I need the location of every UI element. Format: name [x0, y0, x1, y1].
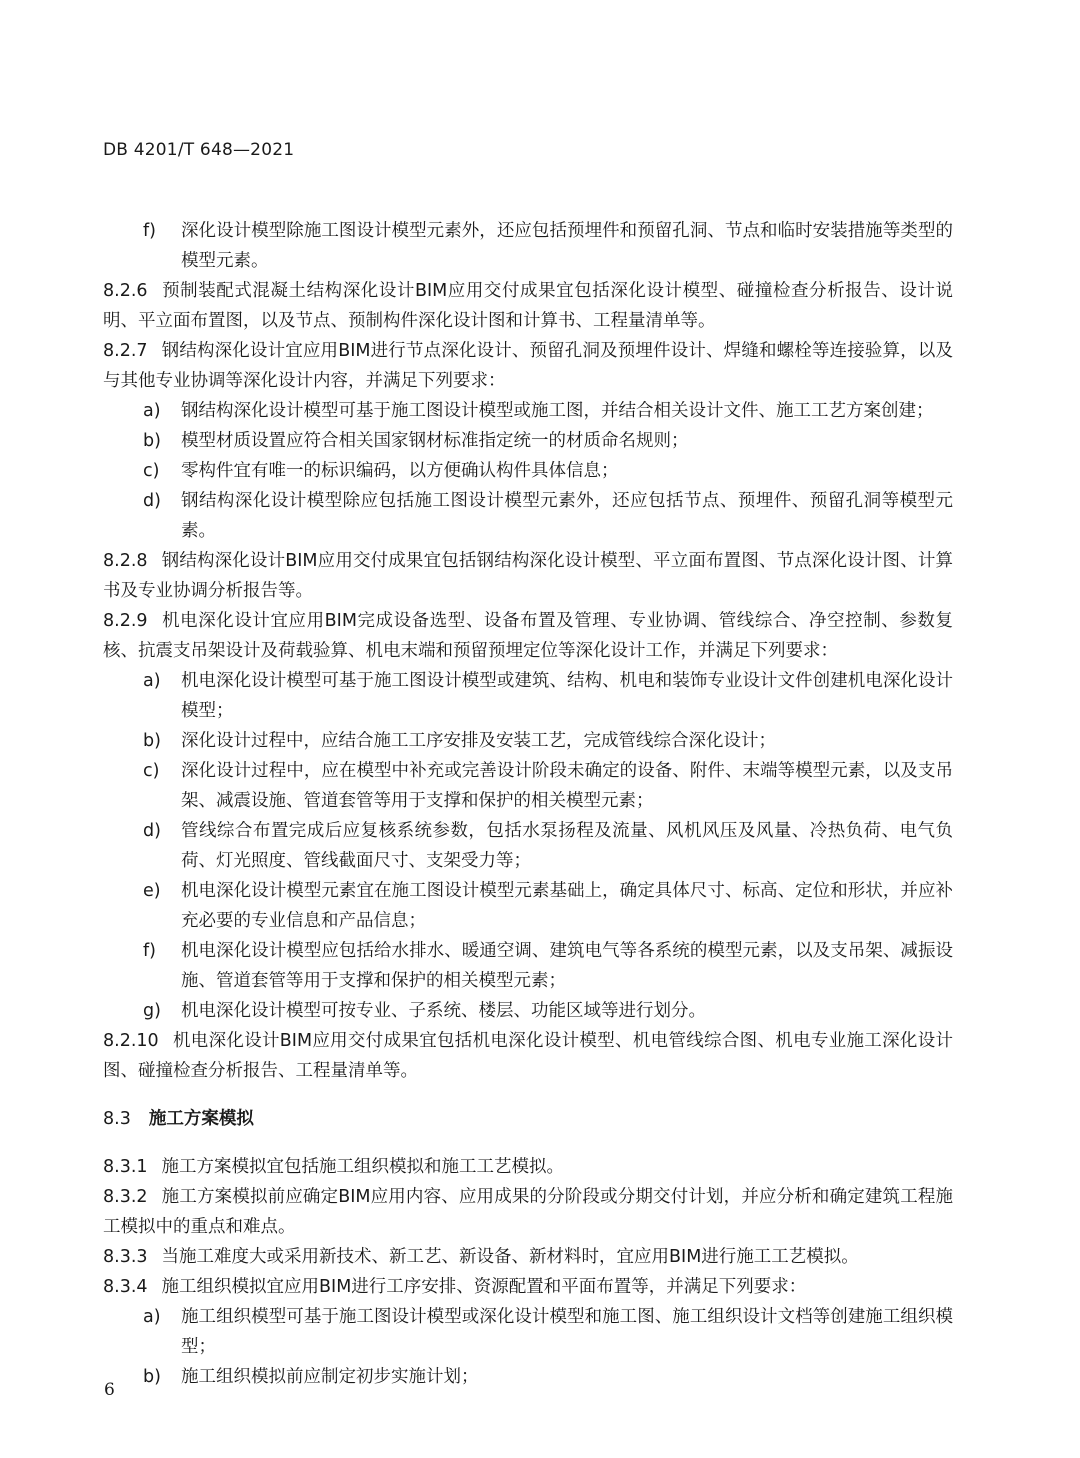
- list-item-marker: b): [143, 731, 161, 751]
- list-item-text: 管线综合布置完成后应复核系统参数，包括水泵扬程及流量、风机风压及风量、冷热负荷、电气负荷、灯光照度、管线截面尺寸、支架受力等；: [181, 821, 953, 871]
- list-item-marker: c): [143, 761, 160, 781]
- list-item-text: 深化设计过程中，应结合施工工序安排及安装工艺，完成管线综合深化设计；: [181, 731, 776, 751]
- clause-number: 8.3.2: [103, 1187, 148, 1207]
- section-number: 8.3: [103, 1109, 131, 1129]
- clause-number: 8.3.1: [103, 1157, 148, 1177]
- clause-number: 8.2.10: [103, 1031, 159, 1051]
- list-item: [103, 936, 953, 996]
- list-item-text: 施工组织模拟前应制定初步实施计划；: [181, 1367, 479, 1387]
- list-item-marker: b): [143, 1367, 161, 1387]
- list-item: [103, 996, 953, 1026]
- clause-number: 8.3.4: [103, 1277, 148, 1297]
- list-item-marker: a): [143, 401, 161, 421]
- clause: [103, 336, 953, 396]
- clause-number: 8.2.7: [103, 341, 148, 361]
- list-item: [103, 726, 953, 756]
- list-item-marker: d): [143, 491, 161, 511]
- list-item-text: 零构件宜有唯一的标识编码，以方便确认构件具体信息；: [181, 461, 619, 481]
- list-item-text: 机电深化设计模型应包括给水排水、暖通空调、建筑电气等各系统的模型元素，以及支吊架、减振设施、管道套管等用于支撑和保护的相关模型元素；: [181, 941, 953, 991]
- section-title: 施工方案模拟: [148, 1109, 254, 1129]
- clause-text: 机电深化设计BIM应用交付成果宜包括机电深化设计模型、机电管线综合图、机电专业施工深化设计图、碰撞检查分析报告、工程量清单等。: [103, 1031, 953, 1081]
- list-item-text: 机电深化设计模型元素宜在施工图设计模型元素基础上，确定具体尺寸、标高、定位和形状，并应补充必要的专业信息和产品信息；: [181, 881, 953, 931]
- list-item-text: 机电深化设计模型可按专业、子系统、楼层、功能区域等进行划分。: [181, 1001, 706, 1021]
- clause-number: 8.2.9: [103, 611, 148, 631]
- list-item-text: 深化设计模型除施工图设计模型元素外，还应包括预埋件和预留孔洞、节点和临时安装措施等类型的模型元素。: [181, 221, 953, 271]
- clause: [103, 546, 953, 606]
- clause: [103, 1242, 953, 1272]
- clause-text: 施工组织模拟宜应用BIM进行工序安排、资源配置和平面布置等，并满足下列要求：: [161, 1277, 807, 1297]
- clause: [103, 276, 953, 336]
- list-item: [103, 216, 953, 276]
- list-item-text: 施工组织模型可基于施工图设计模型或深化设计模型和施工图、施工组织设计文档等创建施工组织模型；: [181, 1307, 953, 1357]
- list-item-marker: c): [143, 461, 160, 481]
- list-item: [103, 426, 953, 456]
- list-item: [103, 456, 953, 486]
- list-item-text: 机电深化设计模型可基于施工图设计模型或建筑、结构、机电和装饰专业设计文件创建机电深化设计模型；: [181, 671, 953, 721]
- list-item: [103, 1362, 953, 1392]
- list-item: [103, 486, 953, 546]
- clause-text: 施工方案模拟宜包括施工组织模拟和施工工艺模拟。: [161, 1157, 565, 1177]
- list-item-text: 模型材质设置应符合相关国家钢材标准指定统一的材质命名规则；: [181, 431, 689, 451]
- list-item-text: 深化设计过程中，应在模型中补充或完善设计阶段未确定的设备、附件、末端等模型元素，以及支吊架、减震设施、管道套管等用于支撑和保护的相关模型元素；: [181, 761, 953, 811]
- section-heading: [103, 1104, 953, 1134]
- list-item: [103, 396, 953, 426]
- list-item-marker: e): [143, 881, 161, 901]
- clause-number: 8.2.8: [103, 551, 148, 571]
- page-number: 6: [104, 1380, 115, 1400]
- list-item-text: 钢结构深化设计模型可基于施工图设计模型或施工图，并结合相关设计文件、施工工艺方案创建；: [181, 401, 934, 421]
- clause-number: 8.2.6: [103, 281, 148, 301]
- clause-text: 机电深化设计宜应用BIM完成设备选型、设备布置及管理、专业协调、管线综合、净空控制、参数复核、抗震支吊架设计及荷载验算、机电末端和预留预埋定位等深化设计工作，并满足下列要求：: [103, 611, 953, 661]
- list-item-marker: b): [143, 431, 161, 451]
- clause: [103, 1152, 953, 1182]
- document-body: [103, 216, 953, 1392]
- list-item-marker: f): [143, 941, 156, 961]
- list-item: [103, 816, 953, 876]
- clause-text: 预制装配式混凝土结构深化设计BIM应用交付成果宜包括深化设计模型、碰撞检查分析报告、设计说明、平立面布置图，以及节点、预制构件深化设计图和计算书、工程量清单等。: [103, 281, 953, 331]
- clause: [103, 606, 953, 666]
- clause-text: 施工方案模拟前应确定BIM应用内容、应用成果的分阶段或分期交付计划，并应分析和确定建筑工程施工模拟中的重点和难点。: [103, 1187, 953, 1237]
- list-item-marker: a): [143, 671, 161, 691]
- clause: [103, 1026, 953, 1086]
- list-item-marker: a): [143, 1307, 161, 1327]
- list-item-marker: g): [143, 1001, 161, 1021]
- clause-text: 钢结构深化设计BIM应用交付成果宜包括钢结构深化设计模型、平立面布置图、节点深化设计图、计算书及专业协调分析报告等。: [103, 551, 953, 601]
- list-item: [103, 876, 953, 936]
- list-item: [103, 756, 953, 816]
- clause-number: 8.3.3: [103, 1247, 148, 1267]
- list-item-marker: f): [143, 221, 156, 241]
- list-item-marker: d): [143, 821, 161, 841]
- document-code-header: DB 4201/T 648—2021: [103, 140, 295, 160]
- list-item-text: 钢结构深化设计模型除应包括施工图设计模型元素外，还应包括节点、预埋件、预留孔洞等模型元素。: [181, 491, 953, 541]
- list-item: [103, 1302, 953, 1362]
- clause: [103, 1182, 953, 1242]
- list-item: [103, 666, 953, 726]
- clause-text: 当施工难度大或采用新技术、新工艺、新设备、新材料时，宜应用BIM进行施工工艺模拟。: [161, 1247, 859, 1267]
- clause-text: 钢结构深化设计宜应用BIM进行节点深化设计、预留孔洞及预埋件设计、焊缝和螺栓等连接验算，以及与其他专业协调等深化设计内容，并满足下列要求：: [103, 341, 953, 391]
- clause: [103, 1272, 953, 1302]
